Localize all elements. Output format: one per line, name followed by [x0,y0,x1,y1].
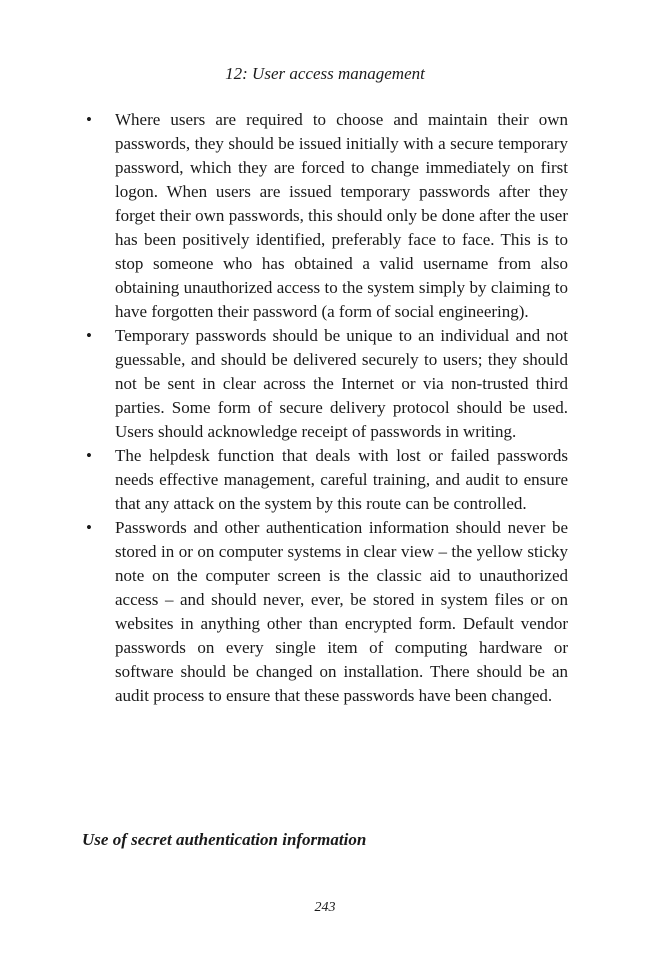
page-number: 243 [314,900,336,915]
bullet-icon: • [86,518,92,537]
bullet-text-3: The helpdesk function that deals with lost or failed passwords needs effective management, careful training, and audit to ensure that any attack on the system by this route can be controlled. [115,446,568,513]
bullet-icon: • [86,446,92,465]
bullet-icon: • [86,110,92,129]
bullet-list [82,108,568,708]
running-header: 12: User access management [225,64,425,83]
section-heading: Use of secret authentication information [82,830,367,849]
bullet-item-2 [82,324,568,444]
bullet-item-4 [82,516,568,708]
bullet-text-2: Temporary passwords should be unique to an individual and not guessable, and should be delivered securely to users; they should not be sent in clear across the Internet or via non-trusted third parties. Some form of secure delivery protocol should be used. Users should acknowledge receipt of passwords in writing. [115,326,568,441]
bullet-text-1: Where users are required to choose and maintain their own passwords, they should be issued initially with a secure temporary password, which they are forced to change immediately on first logon. When users are issued temporary passwords after they forget their own passwords, this should only be done after the user has been positively identified, preferably face to face. This is to stop someone who has obtained a valid username from also obtaining unauthorized access to the system simply by claiming to have forgotten their password (a form of social engineering). [115,110,568,321]
bullet-item-3 [82,444,568,516]
bullet-icon: • [86,326,92,345]
bullet-item-1 [82,108,568,324]
bullet-text-4: Passwords and other authentication information should never be stored in or on computer systems in clear view – the yellow sticky note on the computer screen is the classic aid to unauthorized access – and should never, ever, be stored in system files or on websites in anything other than encrypted form. Default vendor passwords on every single item of computing hardware or software should be changed on installation. There should be an audit process to ensure that these passwords have been changed. [115,518,568,705]
